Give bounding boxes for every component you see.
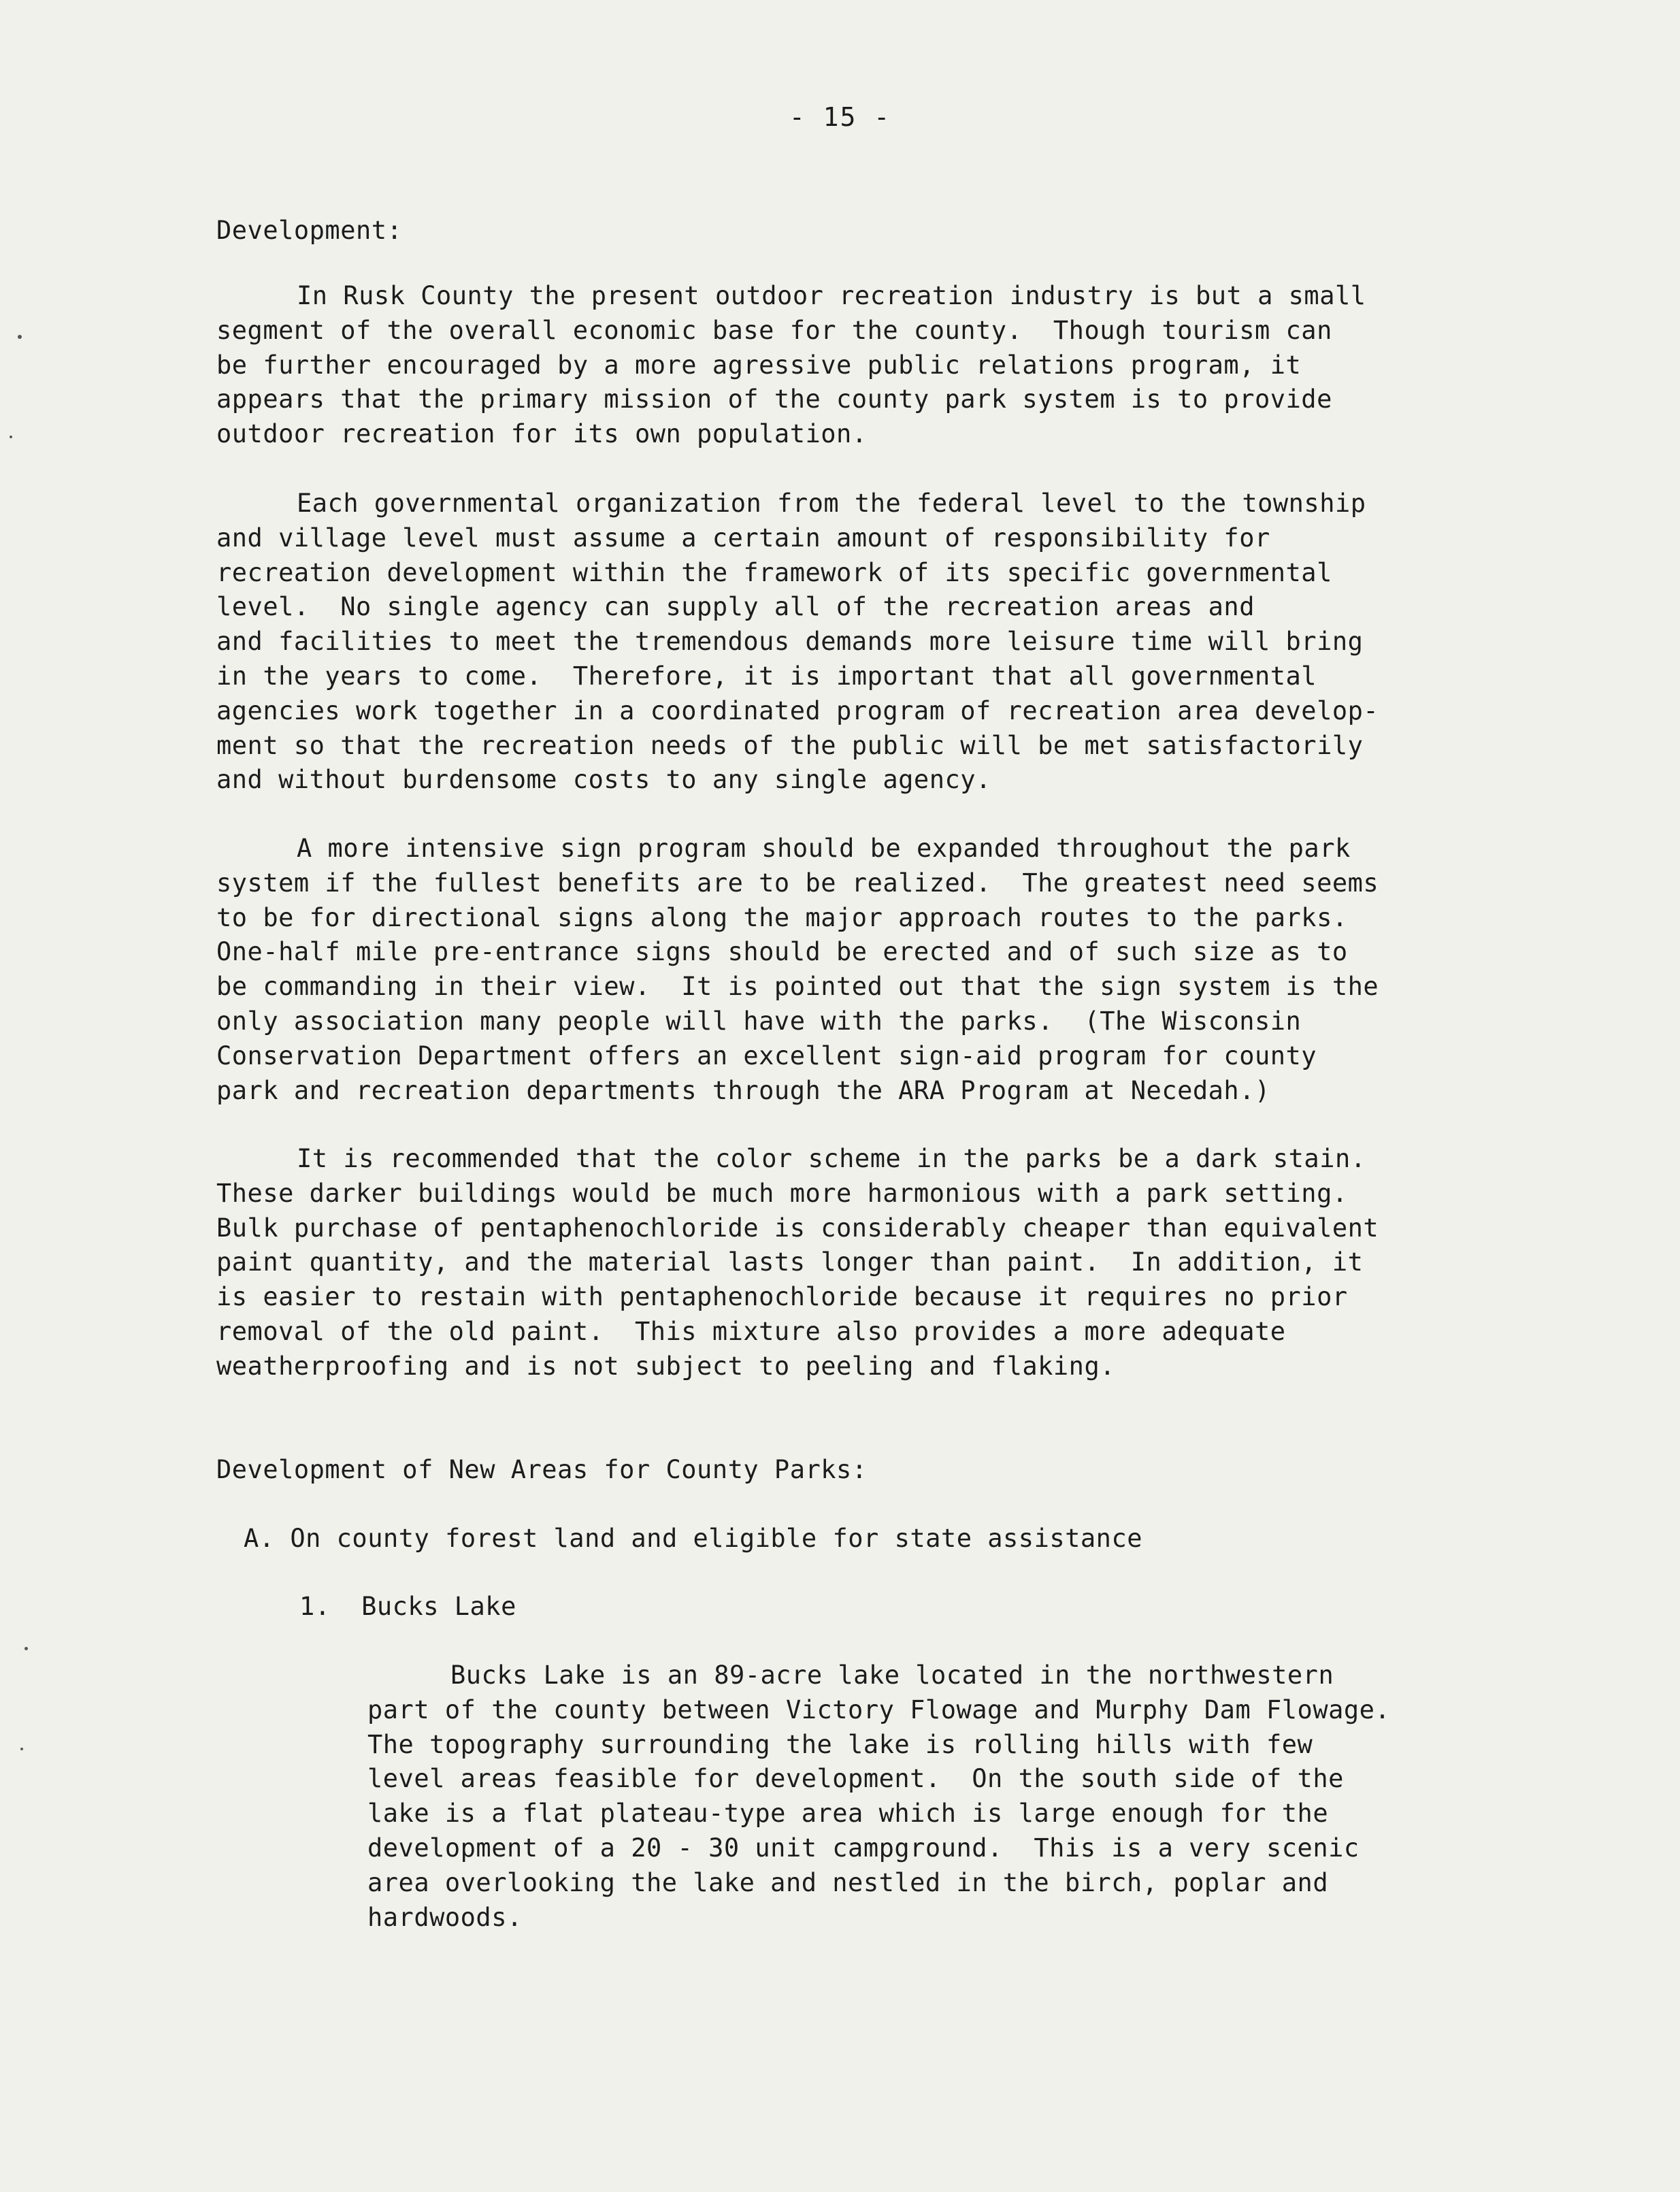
section-heading-new-areas: Development of New Areas for County Parks: — [216, 1455, 868, 1484]
paragraph-line: outdoor recreation for its own population. — [216, 419, 868, 449]
paragraph-line: level. No single agency can supply all of the recreation areas and — [216, 592, 1255, 622]
paragraph-line: ment so that the recreation needs of the public will be met satisfactorily — [216, 730, 1364, 760]
paragraph-line: These darker buildings would be much more harmonious with a park setting. — [216, 1178, 1348, 1208]
paragraph-line: level areas feasible for development. On the south side of the — [367, 1764, 1344, 1794]
paragraph-line: weatherproofing and is not subject to peeling and flaking. — [216, 1351, 1116, 1381]
paragraph-line: Bulk purchase of pentaphenochloride is considerably cheaper than equivalent — [216, 1213, 1379, 1243]
paragraph-line: hardwoods. — [367, 1902, 523, 1932]
paragraph-line: appears that the primary mission of the county park system is to provide — [216, 385, 1332, 414]
paragraph-line: One-half mile pre-entrance signs should be erected and of such size as to — [216, 937, 1348, 967]
paragraph-line: paint quantity, and the material lasts longer than paint. In addition, it — [216, 1247, 1364, 1277]
paragraph-line: and village level must assume a certain amount of responsibility for — [216, 523, 1270, 553]
section-heading-development: Development: — [216, 216, 403, 245]
paragraph-line: agencies work together in a coordinated program of recreation area develop- — [216, 696, 1379, 725]
paragraph-line: In Rusk County the present outdoor recreation industry is but a small — [297, 281, 1366, 310]
paragraph-line: park and recreation departments through the ARA Program at Necedah.) — [216, 1075, 1270, 1105]
paragraph-line: removal of the old paint. This mixture also provides a more adequate — [216, 1316, 1286, 1346]
paragraph-line: be further encouraged by a more agressive public relations program, it — [216, 350, 1302, 380]
paragraph-line: Each governmental organization from the federal level to the township — [297, 489, 1366, 518]
paragraph-line: system if the fullest benefits are to be realized. The greatest need seems — [216, 868, 1379, 898]
paragraph-line: Conservation Department offers an excellent sign-aid program for county — [216, 1041, 1317, 1070]
paragraph-outdoor-recreation — [216, 279, 1366, 452]
item-1-heading: 1. Bucks Lake — [299, 1592, 516, 1621]
paragraph-color-scheme — [216, 1142, 1379, 1384]
scan-speck — [20, 1748, 23, 1750]
paragraph-line: and without burdensome costs to any single agency. — [216, 765, 991, 795]
paragraph-line: The topography surrounding the lake is rolling hills with few — [367, 1729, 1313, 1759]
paragraph-line: recreation development within the framework of its specific governmental — [216, 557, 1332, 587]
paragraph-governmental-responsibility — [216, 487, 1379, 798]
paragraph-line: be commanding in their view. It is pointed out that the sign system is the — [216, 972, 1379, 1002]
paragraph-line: A more intensive sign program should be expanded throughout the park — [297, 834, 1351, 863]
paragraph-line: in the years to come. Therefore, it is important that all governmental — [216, 661, 1317, 691]
paragraph-line: is easier to restain with pentaphenochloride because it requires no prior — [216, 1282, 1348, 1312]
paragraph-line: and facilities to meet the tremendous demands more leisure time will bring — [216, 627, 1364, 657]
paragraph-bucks-lake — [367, 1658, 1390, 1935]
paragraph-line: Bucks Lake is an 89-acre lake located in the northwestern — [450, 1661, 1334, 1690]
paragraph-line: lake is a flat plateau-type area which is large enough for the — [367, 1799, 1329, 1829]
paragraph-line: development of a 20 - 30 unit campground. This is a very scenic — [367, 1833, 1360, 1863]
paragraph-line: part of the county between Victory Flowage and Murphy Dam Flowage. — [367, 1695, 1391, 1724]
page-number: - 15 - — [789, 102, 891, 132]
scan-speck — [10, 436, 12, 438]
scan-speck — [24, 1647, 28, 1650]
paragraph-line: area overlooking the lake and nestled in the birch, poplar and — [367, 1867, 1329, 1897]
paragraph-line: to be for directional signs along the major approach routes to the parks. — [216, 902, 1348, 932]
paragraph-line: It is recommended that the color scheme in the parks be a dark stain. — [297, 1144, 1366, 1173]
paragraph-line: only association many people will have with the parks. (The Wisconsin — [216, 1006, 1302, 1036]
subsection-a-heading: A. On county forest land and eligible for state assistance — [244, 1524, 1143, 1553]
paragraph-line: segment of the overall economic base for the county. Though tourism can — [216, 315, 1332, 345]
scan-speck — [18, 335, 22, 339]
paragraph-sign-program — [216, 832, 1379, 1108]
